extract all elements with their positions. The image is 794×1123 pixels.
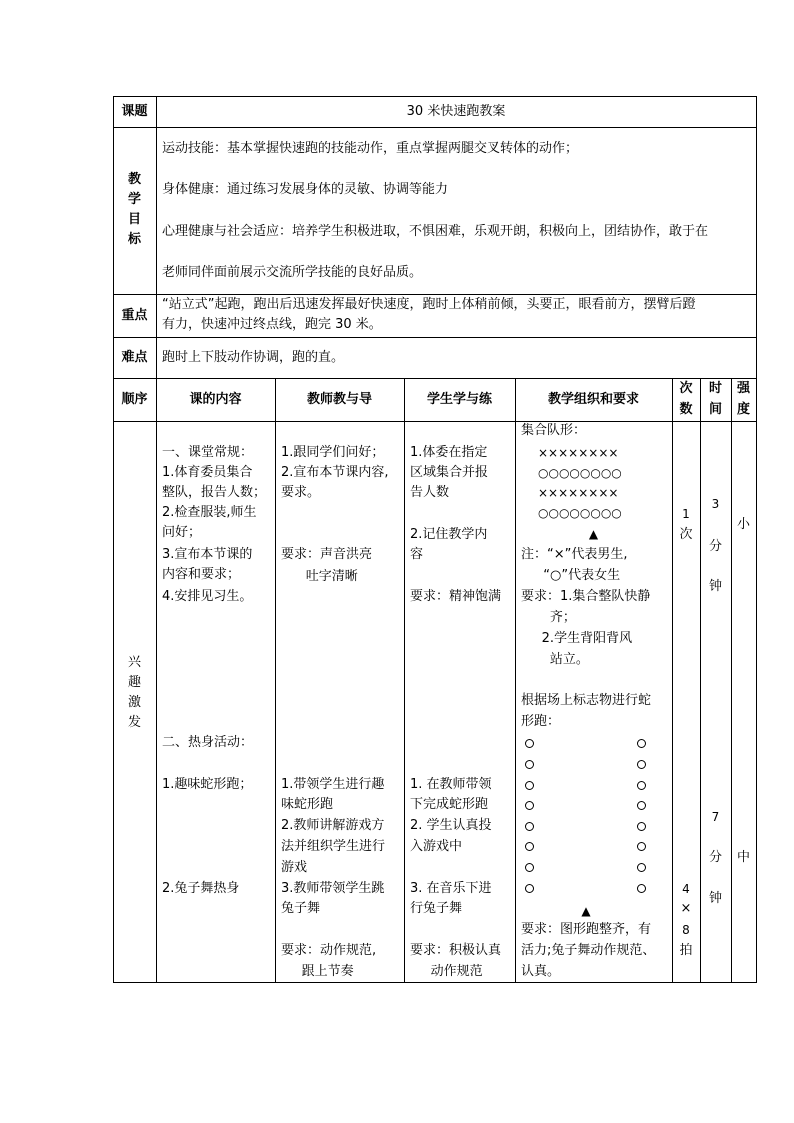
student-req: 动作规范 (410, 964, 483, 979)
content-line: 问好； (162, 525, 202, 540)
cone-marker (525, 822, 534, 831)
time-value: 分 (708, 850, 722, 865)
section-char: 兴 (127, 655, 141, 670)
student-line: 入游戏中 (410, 839, 463, 854)
key-line: 有力，快速冲过终点线，跑完 30 米。 (162, 317, 382, 332)
label-goal-char: 学 (127, 192, 141, 207)
header-count: 数 (679, 402, 693, 417)
content-line: 3.宣布本节课的 (162, 547, 253, 562)
time-value: 钟 (708, 891, 722, 906)
formation-row-boys: ×××××××× (538, 486, 619, 500)
student-line: 1.体委在指定 (410, 445, 488, 460)
content-line: 2.检查服装,师生 (162, 505, 257, 520)
student-line: 3. 在音乐下进 (410, 881, 492, 896)
count-value: 8 (682, 923, 690, 937)
content-line: 1.体育委员集合 (162, 465, 253, 480)
goal-line: 运动技能：基本掌握快速跑的技能动作，重点掌握两腿交叉转体的动作； (162, 141, 579, 156)
org-req: 要求：1.集合整队快静 (521, 589, 651, 604)
label-goal-char: 教 (127, 172, 141, 187)
org-req: 要求：图形跑整齐，有 (521, 922, 652, 937)
student-line: 容 (410, 547, 424, 562)
cone-marker (525, 801, 534, 810)
content-line: 4.安排见习生。 (162, 589, 253, 604)
cone-marker (637, 884, 646, 893)
teacher-line: 1.带领学生进行趣 (281, 777, 385, 792)
teacher-position-marker: ▲ (588, 527, 599, 541)
time-value: 7 (711, 810, 720, 824)
count-value: 拍 (679, 943, 693, 958)
cone-marker (525, 863, 534, 872)
org-title: 形跑： (521, 714, 561, 729)
time-value: 分 (708, 539, 722, 554)
teacher-position-marker: ▲ (581, 904, 591, 918)
student-line: 2.记住教学内 (410, 527, 488, 542)
header-time: 间 (708, 402, 722, 417)
student-line: 区域集合并报 (410, 465, 489, 480)
label-topic: 课题 (121, 104, 148, 119)
org-req: 站立。 (521, 652, 589, 667)
teacher-line: 法并组织学生进行 (281, 839, 386, 854)
header-order: 顺序 (121, 392, 148, 407)
cone-marker (525, 781, 534, 790)
cone-marker (637, 760, 646, 769)
content-rabbit: 2.兔子舞热身 (162, 881, 240, 896)
teacher-req: 要求：动作规范, (281, 943, 377, 958)
section-char: 趣 (127, 675, 141, 690)
label-difficult: 难点 (121, 350, 148, 365)
cone-marker (525, 760, 534, 769)
goal-line: 身体健康：通过练习发展身体的灵敏、协调等能力 (162, 182, 449, 197)
label-goal-char: 目 (127, 212, 141, 227)
teacher-line: 游戏 (281, 860, 308, 875)
teacher-line: 1.跟同学们问好； (281, 445, 385, 460)
org-title: 集合队形： (521, 423, 587, 438)
teacher-line: 2.宣布本节课内容, (281, 465, 389, 480)
time-value: 3 (711, 497, 720, 511)
goal-line: 心理健康与社会适应：培养学生积极进取，不惧困难，乐观开朗，积极向上，团结协作，敢于在 (162, 224, 709, 239)
label-key: 重点 (121, 308, 148, 323)
header-org: 教学组织和要求 (547, 392, 639, 407)
header-student: 学生学与练 (426, 392, 492, 407)
teacher-req: 吐字清晰 (281, 569, 358, 584)
student-line: 1. 在教师带领 (410, 777, 492, 792)
header-intensity: 强 (736, 381, 750, 396)
content-line: 内容和要求； (162, 567, 241, 582)
header-time: 时 (708, 381, 722, 396)
cone-marker (637, 781, 646, 790)
page-title: 30 米快速跑教案 (406, 104, 506, 119)
count-value: 1 (682, 507, 690, 521)
org-note: 注：“×”代表男生, (521, 547, 628, 562)
label-goal-char: 标 (127, 232, 141, 247)
content-line: 一、课堂常规： (162, 445, 254, 460)
count-value: 4 (682, 882, 690, 896)
teacher-req: 跟上节奏 (281, 964, 354, 979)
section-char: 发 (127, 715, 141, 730)
cone-marker (637, 842, 646, 851)
cone-marker (637, 801, 646, 810)
student-line: 下完成蛇形跑 (410, 797, 489, 812)
org-req: 齐； (521, 610, 576, 625)
student-line: 2. 学生认真投 (410, 818, 492, 833)
key-line: “站立式”起跑，跑出后迅速发挥最好快速度，跑时上体稍前倾，头要正，眼看前方，摆臂后蹬 (162, 297, 696, 312)
student-req: 要求：积极认真 (410, 943, 502, 958)
section-char: 激 (127, 695, 141, 710)
org-req: 活力;兔子舞动作规范、 (521, 943, 656, 958)
content-line: 整队，报告人数； (162, 485, 267, 500)
org-req: 2.学生背阳背风 (521, 631, 633, 646)
teacher-req: 要求：声音洪亮 (281, 547, 373, 562)
header-teacher: 教师教与导 (306, 392, 372, 407)
time-value: 钟 (708, 579, 722, 594)
goal-line: 老师同伴面前展示交流所学技能的良好品质。 (162, 265, 423, 280)
count-value: × (680, 901, 692, 916)
cone-marker (525, 842, 534, 851)
formation-row-boys: ×××××××× (538, 446, 619, 460)
intensity-value: 小 (736, 517, 750, 532)
cone-marker (525, 739, 534, 748)
header-intensity: 度 (736, 402, 750, 417)
content-snake: 1.趣味蛇形跑； (162, 777, 253, 792)
intensity-value: 中 (736, 850, 750, 865)
teacher-line: 3.教师带领学生跳 (281, 881, 385, 896)
content-warmup: 二、热身活动： (162, 735, 254, 750)
cone-marker (637, 739, 646, 748)
student-line: 告人数 (410, 485, 450, 500)
count-value: 次 (679, 527, 693, 542)
student-line: 行兔子舞 (410, 901, 463, 916)
cone-marker (637, 863, 646, 872)
org-note: “○”代表女生 (535, 568, 621, 583)
header-count: 次 (679, 381, 693, 396)
teacher-line: 要求。 (281, 485, 321, 500)
formation-row-girls: ○○○○○○○○ (538, 466, 622, 480)
cone-marker (525, 884, 534, 893)
formation-row-girls: ○○○○○○○○ (538, 506, 622, 520)
teacher-line: 味蛇形跑 (281, 797, 334, 812)
teacher-line: 兔子舞 (281, 901, 321, 916)
student-req: 要求：精神饱满 (410, 589, 502, 604)
difficult-text: 跑时上下肢动作协调，跑的直。 (162, 350, 345, 365)
cone-marker (637, 822, 646, 831)
org-req: 认真。 (521, 964, 561, 979)
header-content: 课的内容 (189, 392, 242, 407)
teacher-line: 2.教师讲解游戏方 (281, 818, 385, 833)
org-title: 根据场上标志物进行蛇 (521, 693, 652, 708)
